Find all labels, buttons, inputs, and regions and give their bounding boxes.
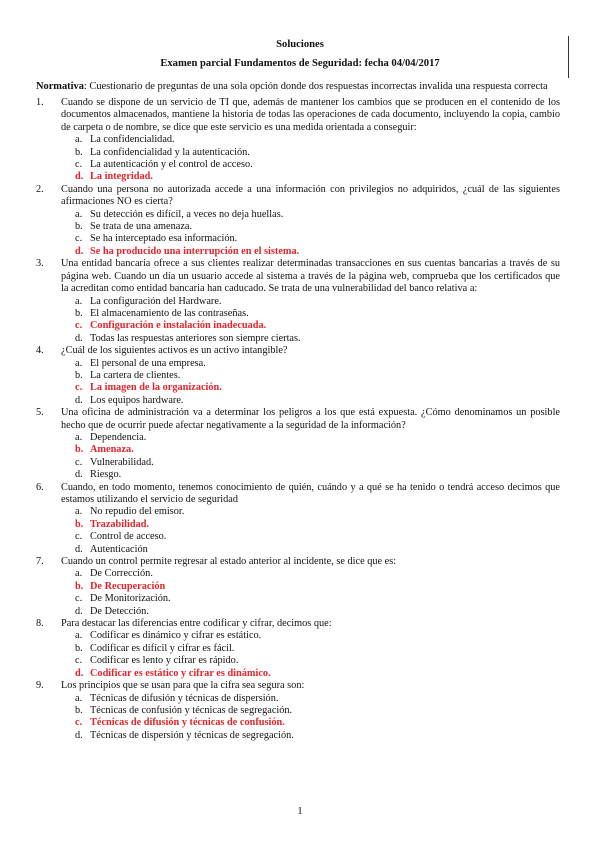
question-number: 1. xyxy=(36,97,44,108)
option-text: Codificar es difícil y cifrar es fácil. xyxy=(90,642,235,654)
option-c xyxy=(75,457,560,469)
question-text: Cuando una persona no autorizada accede a una información con privilegios no adquiridos, ¿cuál de las siguientes afirmaciones NO es cierta? xyxy=(61,183,560,208)
option-text: La integridad. xyxy=(90,171,153,183)
option-letter: b. xyxy=(75,444,84,456)
option-letter: d. xyxy=(75,469,83,481)
option-c xyxy=(75,159,560,171)
option-letter: a. xyxy=(75,431,83,443)
option-d xyxy=(75,730,560,742)
option-c-correct xyxy=(75,382,560,394)
option-text: La configuración del Hardware. xyxy=(90,295,222,307)
option-c-correct xyxy=(75,320,560,332)
option-a xyxy=(75,209,560,221)
question-text: Cuando, en todo momento, tenemos conocimiento de quién, cuándo y a qué se ha tenido o tendrá acceso decimos que estamos utilizando el servicio de seguridad xyxy=(61,481,560,505)
option-letter: a. xyxy=(75,357,83,369)
question-text: Para destacar las diferencias entre codificar y cifrar, decimos que: xyxy=(61,618,332,630)
option-d xyxy=(75,333,560,345)
option-text: De Detección. xyxy=(90,605,149,617)
option-letter: a. xyxy=(75,134,83,146)
option-a xyxy=(75,506,560,518)
option-text: La confidencialidad y la autenticación. xyxy=(90,146,250,158)
option-text: Codificar es estático y cifrar es dinámico. xyxy=(90,667,271,679)
option-text: La confidencialidad. xyxy=(90,134,175,146)
option-c xyxy=(75,233,560,245)
question-text: Los principios que se usan para que la cifra sea segura son: xyxy=(61,680,305,692)
option-b-correct xyxy=(75,444,560,456)
question-text: Cuando un control permite regresar al estado anterior al incidente, se dice que es: xyxy=(61,556,397,568)
option-text: Amenaza. xyxy=(90,444,134,456)
option-a xyxy=(75,568,560,580)
option-d-correct xyxy=(75,171,560,183)
option-text: Técnicas de confusión y técnicas de segregación. xyxy=(90,704,293,716)
option-letter: d. xyxy=(75,394,83,406)
option-text: Se trata de una amenaza. xyxy=(90,221,193,233)
option-text: Control de acceso. xyxy=(90,531,167,543)
option-text: Codificar es lento y cifrar es rápido. xyxy=(90,655,239,667)
option-b xyxy=(75,221,560,233)
option-c xyxy=(75,655,560,667)
option-a xyxy=(75,693,560,705)
option-letter: d. xyxy=(75,332,83,344)
option-a xyxy=(75,358,560,370)
option-text: Técnicas de dispersión y técnicas de segregación. xyxy=(90,729,294,741)
option-letter: d. xyxy=(75,605,83,617)
option-d-correct xyxy=(75,246,560,258)
option-letter: d. xyxy=(75,171,84,183)
option-letter: a. xyxy=(75,295,83,307)
option-b-correct xyxy=(75,581,560,593)
option-text: Riesgo. xyxy=(90,469,122,481)
question-5 xyxy=(36,407,560,481)
question-number: 7. xyxy=(36,556,44,568)
normativa-text: : Cuestionario de preguntas de una sola opción donde dos respuestas incorrectas invalida una respuesta correcta xyxy=(83,81,548,92)
option-text: La autenticación y el control de acceso. xyxy=(90,159,253,171)
option-text: Se ha interceptado esa información. xyxy=(90,233,238,245)
option-text: Técnicas de difusión y técnicas de dispersión. xyxy=(90,692,279,704)
option-letter: a. xyxy=(75,568,83,580)
option-c-correct xyxy=(75,717,560,729)
option-text: Vulnerabilidad. xyxy=(90,456,154,468)
option-letter: b. xyxy=(75,146,83,158)
question-number: 2. xyxy=(36,183,44,195)
option-text: Todas las respuestas anteriores son siempre ciertas. xyxy=(90,332,301,344)
option-d xyxy=(75,469,560,481)
question-number: 8. xyxy=(36,618,44,630)
option-d xyxy=(75,395,560,407)
question-7 xyxy=(36,556,560,618)
option-letter: c. xyxy=(75,382,83,394)
option-a xyxy=(75,296,560,308)
option-b xyxy=(75,308,560,320)
question-number: 4. xyxy=(36,345,44,357)
normativa-line xyxy=(36,81,566,92)
option-letter: a. xyxy=(75,630,83,642)
option-text: La imagen de la organización. xyxy=(90,382,222,394)
option-letter: c. xyxy=(75,655,83,667)
option-text: Codificar es dinámico y cifrar es estático. xyxy=(90,630,262,642)
option-b xyxy=(75,705,560,717)
option-letter: a. xyxy=(75,208,83,220)
normativa-label: Normativa xyxy=(36,81,84,92)
question-text: Una entidad bancaria ofrece a sus clientes realizar determinadas transacciones en sus cuentas bancarias a través de su página web. Cuando un día un usuario accede al sistema a través de la página web, comprueba que los certificados que la acreditan como entidad bancaria han caducado. Se trata de una vulnerabilidad del banco relativa a: xyxy=(61,258,560,295)
option-text: Técnicas de difusión y técnicas de confusión. xyxy=(90,717,285,729)
question-6 xyxy=(36,482,560,556)
question-8 xyxy=(36,618,560,680)
question-number: 3. xyxy=(36,258,44,270)
page-number: 1 xyxy=(297,806,303,817)
option-a xyxy=(75,432,560,444)
option-letter: b. xyxy=(75,642,83,654)
option-letter: c. xyxy=(75,159,83,171)
option-text: Configuración e instalación inadecuada. xyxy=(90,320,267,332)
question-text: Cuando se dispone de un servicio de TI que, además de mantener los cambios que se producen en el contenido de los documentos almacenados, mantiene la historia de todas las operaciones de cada documento, incluyendo la copia, cambio de carpeta o de nombre, se dice que este servicio es una medida orientada a conseguir: xyxy=(61,97,560,133)
option-letter: d. xyxy=(75,729,83,741)
question-text: Una oficina de administración va a determinar los peligros a los que está expuesta. ¿Cómo denominamos un posible hecho que de ocurrir puede afectar negativamente a la seguridad de la información? xyxy=(61,407,560,431)
option-letter: a. xyxy=(75,692,83,704)
option-letter: c. xyxy=(75,717,83,729)
option-letter: d. xyxy=(75,667,84,679)
question-1 xyxy=(36,97,560,184)
option-text: De Corrección. xyxy=(90,568,153,580)
document-title: Soluciones xyxy=(276,39,324,50)
option-text: Su detección es difícil, a veces no deja huellas. xyxy=(90,208,284,220)
option-text: La cartera de clientes. xyxy=(90,369,181,381)
option-letter: a. xyxy=(75,506,83,518)
option-text: Se ha producido una interrupción en el sistema. xyxy=(90,245,300,257)
question-list xyxy=(36,97,560,742)
option-a xyxy=(75,630,560,642)
option-text: Los equipos hardware. xyxy=(90,394,184,406)
question-text: ¿Cuál de los siguientes activos es un activo intangible? xyxy=(61,345,288,357)
option-letter: b. xyxy=(75,307,83,319)
option-letter: c. xyxy=(75,531,83,543)
question-2 xyxy=(36,184,560,258)
option-letter: c. xyxy=(75,233,83,245)
option-letter: b. xyxy=(75,580,84,592)
option-letter: b. xyxy=(75,369,83,381)
option-b xyxy=(75,370,560,382)
option-b xyxy=(75,643,560,655)
option-d-correct xyxy=(75,668,560,680)
option-text: Trazabilidad. xyxy=(90,518,150,530)
option-letter: c. xyxy=(75,593,83,605)
option-c xyxy=(75,531,560,543)
option-text: De Monitorización. xyxy=(90,593,171,605)
option-text: El almacenamiento de las contraseñas. xyxy=(90,307,249,319)
option-letter: b. xyxy=(75,704,83,716)
question-number: 9. xyxy=(36,680,44,692)
option-text: Dependencia. xyxy=(90,431,147,443)
option-b xyxy=(75,147,560,159)
exam-subtitle: Examen parcial Fundamentos de Seguridad: fecha 04/04/2017 xyxy=(160,58,440,69)
option-c xyxy=(75,593,560,605)
option-text: El personal de una empresa. xyxy=(90,357,206,369)
option-text: Autenticación xyxy=(90,543,148,555)
option-d xyxy=(75,544,560,556)
option-letter: d. xyxy=(75,543,83,555)
question-number: 6. xyxy=(36,481,44,493)
option-a xyxy=(75,134,560,146)
option-text: De Recuperación xyxy=(90,580,166,592)
question-3 xyxy=(36,258,560,345)
option-d xyxy=(75,606,560,618)
option-letter: b. xyxy=(75,221,83,233)
option-letter: c. xyxy=(75,320,83,332)
question-4 xyxy=(36,345,560,407)
option-b-correct xyxy=(75,519,560,531)
question-number: 5. xyxy=(36,407,44,419)
option-letter: c. xyxy=(75,456,83,468)
question-9 xyxy=(36,680,560,742)
option-letter: b. xyxy=(75,518,84,530)
option-letter: d. xyxy=(75,245,84,257)
option-text: No repudio del emisor. xyxy=(90,506,185,518)
